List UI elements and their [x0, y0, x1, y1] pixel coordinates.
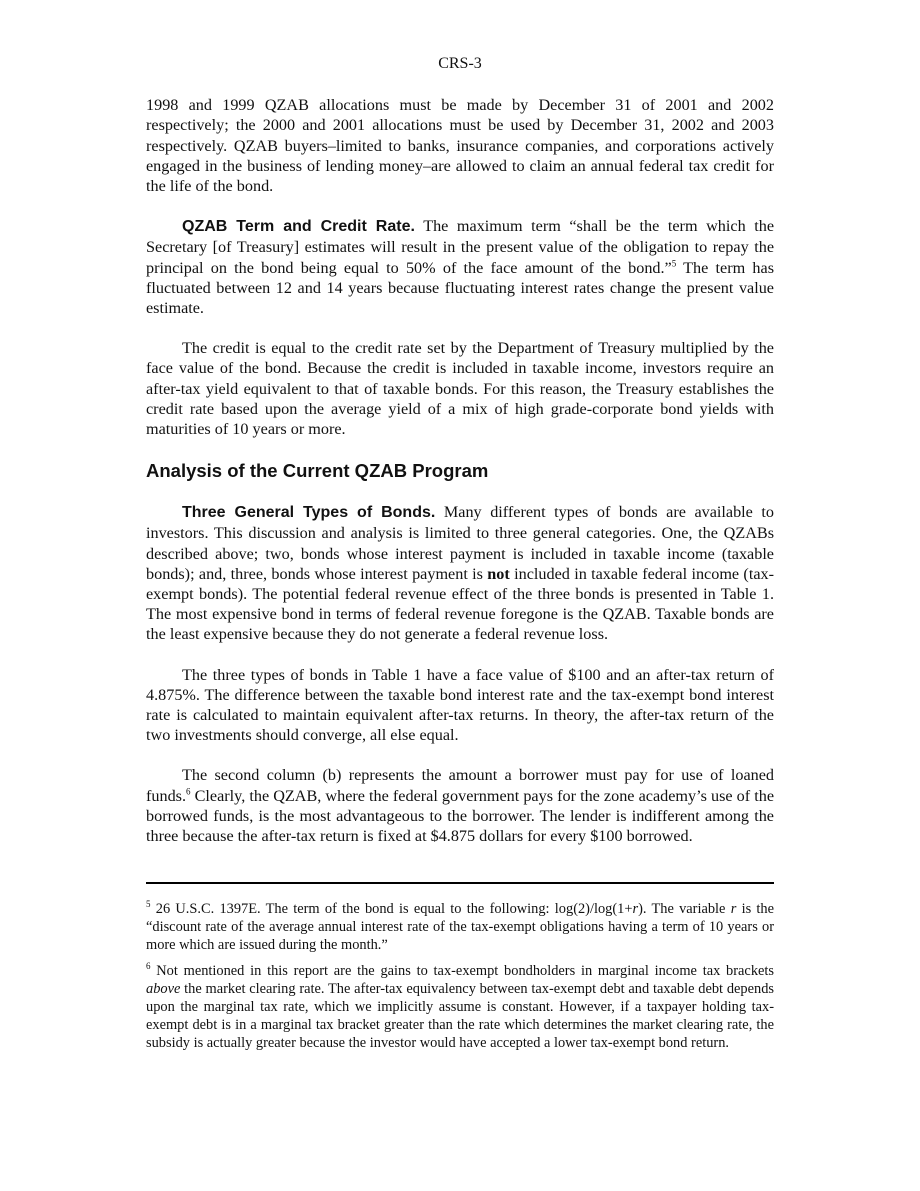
- paragraph-face-value: The three types of bonds in Table 1 have a face value of $100 and an after-tax return of 4.875%. The difference between the taxable bond interest rate and the tax-exempt bond interest rate is calculated to maintain equivalent after-tax returns. In theory, the after-tax return of the two investments should converge, all else equal.: [146, 665, 774, 745]
- footnote-text: ). The variable: [638, 901, 731, 918]
- footnote-6: [146, 962, 774, 1052]
- paragraph-text: The term has fluctuated between 12 and 14 years because fluctuating interest rates change the present value estimate.: [146, 258, 775, 318]
- footnote-number: 5: [146, 899, 151, 910]
- paragraph-allocations: 1998 and 1999 QZAB allocations must be made by December 31 of 2001 and 2002 respectively; the 2000 and 2001 allocations must be used by December 31, 2002 and 2003 respectively. QZAB buyers–limited to banks, insurance companies, and corporations actively engaged in the business of lending money–are allowed to claim an annual federal tax credit for the life of the bond.: [146, 96, 774, 196]
- paragraph-text: The maximum term “shall be the term which the Secretary [of Treasury] estimates will result in the present value of the obligation to repay the principal on the bond being equal to 50% of the face amount of the bond.”: [146, 217, 774, 277]
- document-page: [146, 54, 774, 1060]
- emphasis-not: not: [487, 564, 510, 583]
- footnote-ref-6[interactable]: 6: [186, 786, 191, 797]
- paragraph-second-column: [146, 765, 774, 846]
- footnote-number: 6: [146, 961, 151, 972]
- footnote-text: 26 U.S.C. 1397E. The term of the bond is equal to the following: log(2)/log(1+: [150, 901, 633, 918]
- paragraph-text: included in taxable federal income (tax-exempt bonds). The potential federal revenue effect of the three bonds is presented in Table 1. The most expensive bond in terms of federal revenue foregone is the QZAB. Taxable bonds are the least expensive because they do not generate a federal revenue loss.: [146, 564, 774, 644]
- italic-variable: r: [632, 901, 639, 918]
- paragraph-credit: The credit is equal to the credit rate set by the Department of Treasury multiplied by the face value of the bond. Because the credit is included in taxable income, investors require an after-tax yield equivalent to that of taxable bonds. For this reason, the Treasury establishes the credit rate based upon the average yield of a mix of high grade-corporate bond yields with maturities of 10 years or more.: [146, 339, 774, 439]
- footnote-5: [146, 900, 774, 954]
- section-heading: Analysis of the Current QZAB Program: [146, 460, 489, 482]
- footnote-text: Not mentioned in this report are the gains to tax-exempt bondholders in marginal income tax brackets: [150, 963, 774, 980]
- runin-heading-term: QZAB Term and Credit Rate.: [182, 218, 415, 236]
- footnote-ref-5[interactable]: 5: [671, 258, 677, 269]
- runin-heading-bond-types: Three General Types of Bonds.: [182, 504, 436, 522]
- paragraph-text: Clearly, the QZAB, where the federal government pays for the zone academy’s use of the borrowed funds, is the most advantageous to the borrower. The lender is indifferent among the three because the after-tax return is fixed at $4.875 dollars for every $100 borrowed.: [146, 786, 774, 846]
- paragraph-text: The second column (b) represents the amount a borrower must pay for use of loaned funds.: [146, 766, 774, 805]
- paragraph-bond-types: [146, 502, 774, 644]
- footnote-divider: [146, 882, 774, 884]
- footnote-text: is the “discount rate of the average annual interest rate of the tax-exempt obligations having a term of 10 years or more which are issued during the month.”: [146, 901, 775, 954]
- footnote-text: the market clearing rate. The after-tax equivalency between tax-exempt debt and taxable debt depends upon the marginal tax rate, which we implicitly assume is constant. However, if a taxpayer holding tax-exempt debt is in a marginal tax bracket greater than the rate which determines the market clearing rate, the subsidy is actually greater because the investor would have accepted a lower tax-exempt bond return.: [146, 981, 774, 1052]
- italic-variable: r: [730, 901, 737, 918]
- page-header: CRS-3: [438, 55, 482, 72]
- italic-word: above: [146, 981, 181, 998]
- paragraph-text: Many different types of bonds are available to investors. This discussion and analysis is limited to three general categories. One, the QZABs described above; two, bonds whose interest payment is included in taxable income (taxable bonds); and, three, bonds whose interest payment is: [146, 503, 775, 583]
- paragraph-term-credit-rate: [146, 216, 774, 318]
